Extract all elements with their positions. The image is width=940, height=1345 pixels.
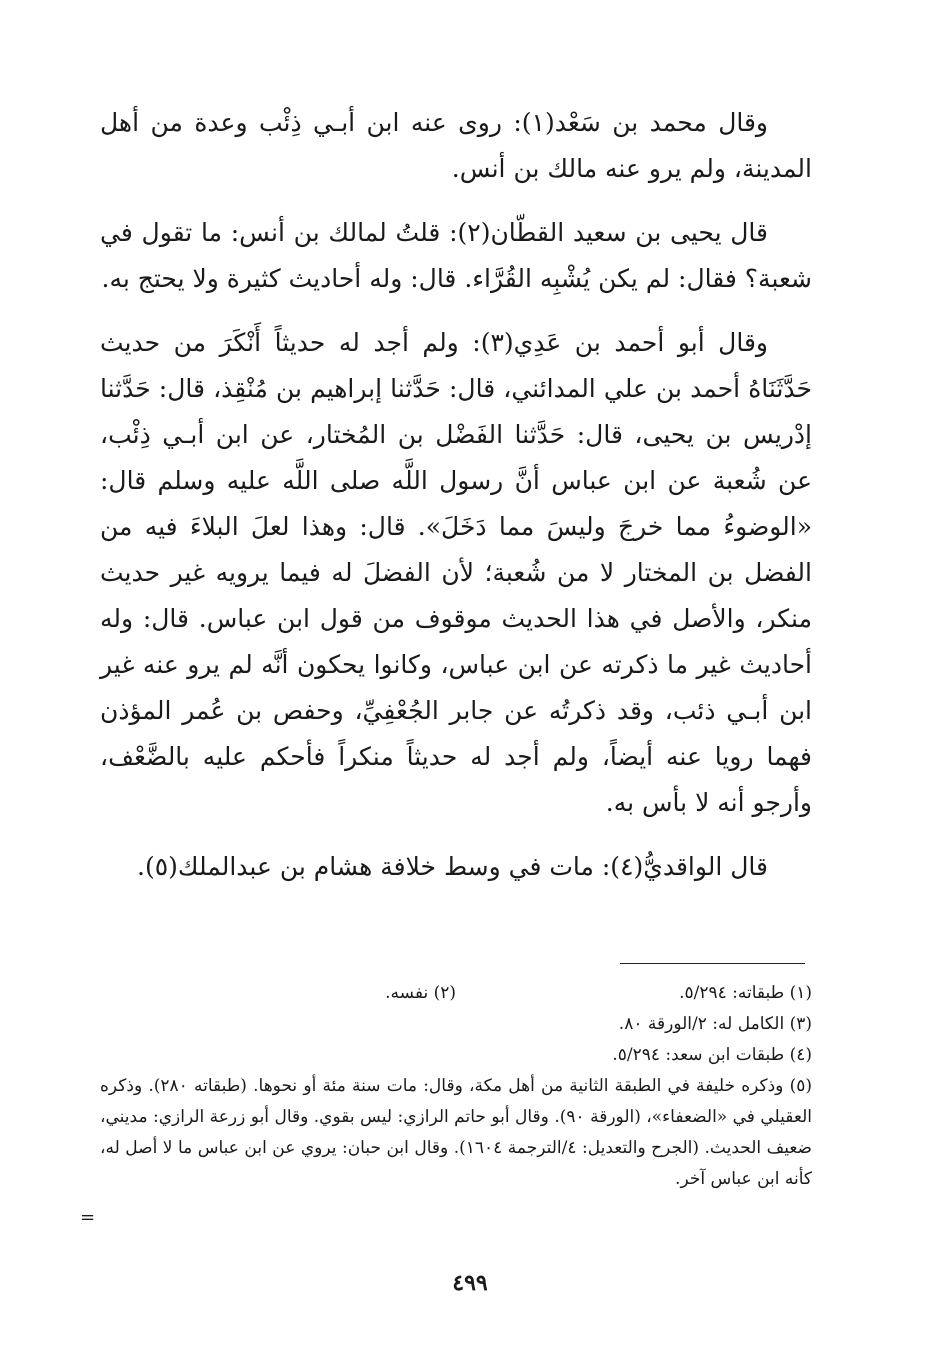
main-text: [100, 100, 812, 908]
footnote-row: [100, 978, 812, 1009]
footnote-3: (٣) الكامل له: ٢/الورقة ٨٠.: [618, 1014, 812, 1034]
paragraph-ibn-adi: وقال أبو أحمد بن عَدِي(٣): ولم أجد له حديثاً أَنْكَرَ من حديث حَدَّثَنَاهُ أحمد بن علي المدائني، قال: حَدَّثنا إبراهيم بن مُنْقِذ، قال: حَدَّثنا إدْريس بن يحيى، قال: حَدَّثنا الفَضْل بن المُختار، عن ابن أبـي ذِئْب، عن شُعبة عن ابن عباس أنَّ رسول اللَّه صلى اللَّه عليه وسلم قال: «الوضوءُ مما خرجَ وليسَ مما دَخَلَ». قال: وهذا لعلَ البلاءَ فيه من الفضل بن المختار لا من شُعبة؛ لأن الفضلَ له فيما يرويه غير حديث منكر، والأصل في هذا الحديث موقوف من قول ابن عباس. قال: وله أحاديث غير ما ذكرته عن ابن عباس، وكانوا يحكون أنَّه لم يرو عنه غير ابن أبـي ذئب، وقد ذكرتُه عن جابر الجُعْفِيِّ، وحفص بن عُمر المؤذن فهما رويا عنه أيضاً، ولم أجد له حديثاً منكراً فأحكم عليه بالضَّعْف، وأرجو أنه لا بأس به.: [100, 328, 813, 817]
paragraph-ibn-sad: وقال محمد بن سَعْد(١): روى عنه ابن أبـي ذِئْب وعدة من أهل المدينة، ولم يرو عنه مالك بن أنس.: [100, 108, 812, 183]
paragraph-yahya-al-qattan: قال يحيى بن سعيد القطّان(٢): قلتُ لمالك بن أنس: ما تقول في شعبة؟ فقال: لم يكن يُشْبِه القُرَّاء. قال: وله أحاديث كثيرة ولا يحتج به.: [100, 218, 812, 293]
page-number: ٤٩٩: [452, 1270, 488, 1296]
continuation-mark: =: [80, 1207, 96, 1228]
footnote-5: (٥) وذكره خليفة في الطبقة الثانية من أهل مكة، وقال: مات سنة مئة أو نحوها. (طبقاته ٢٨٠). وذكره العقيلي في «الضعفاء»، (الورقة ٩٠). وقال أبو حاتم الرازي: ليس بقوي. وقال أبو زرعة الرازي: مديني، ضعيف الحديث. (الجرح والتعديل: ٤/الترجمة ١٦٠٤). وقال ابن حبان: يروي عن ابن عباس ما لا أصل له، كأنه ابن عباس آخر.: [100, 1076, 813, 1189]
footnote-2: (٢) نفسه.: [385, 983, 456, 1003]
footnote-1: (١) طبقاته: ٥/٢٩٤.: [679, 983, 812, 1003]
paragraph-al-waqidi: قال الواقديُّ(٤): مات في وسط خلافة هشام بن عبدالملك(٥).: [137, 852, 768, 881]
footnotes: [100, 978, 812, 1195]
footnote-divider: [620, 963, 805, 964]
footnote-4: (٤) طبقات ابن سعد: ٥/٢٩٤.: [612, 1045, 812, 1065]
